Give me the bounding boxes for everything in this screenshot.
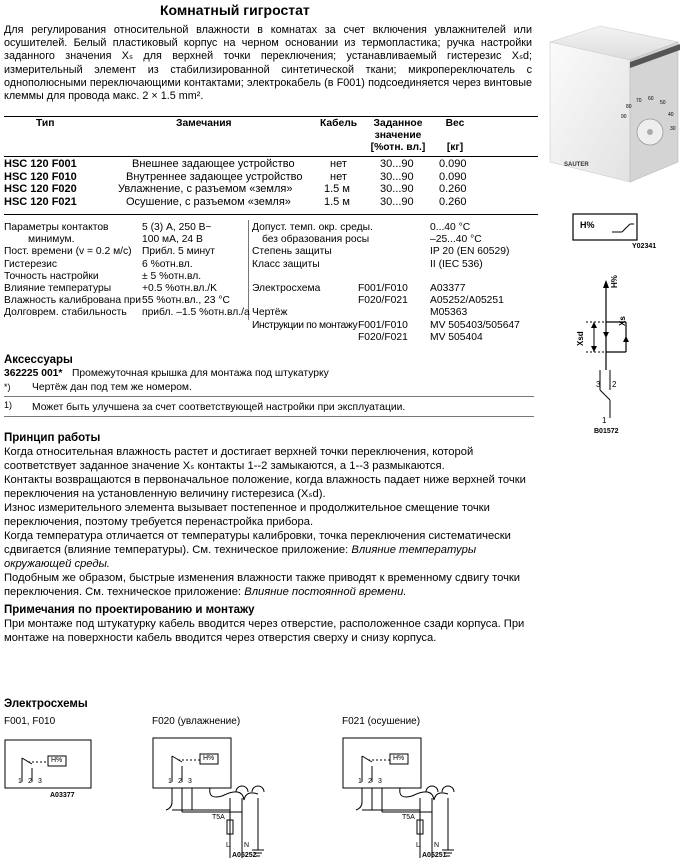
l-label: L [226,842,230,849]
graph-terminal-3: 3 [596,380,601,389]
graph-axis-label: H% [610,275,619,288]
principle-section [4,432,532,599]
principle-p5: Подобным же образом, быстрые изменения влажности также приводят к временному сдвигу точки переключения. См. техническое приложение: Влияние постоянной времени. [4,572,521,598]
hysteresis-graph [572,275,688,440]
schematic-code: A05251 [422,852,447,859]
specs-right-values: 0...40 °C –25...40 °C IP 20 (EN 60529) II (IEC 536) A03377 A05252/A05251 M05363 MV 505403/505647 MV 505404 [430,222,520,343]
n-label: N [244,842,250,849]
dial-label: 80 [626,104,632,110]
terminal-label: 1 [18,778,22,785]
fuse-label: T5A [212,814,225,821]
footnote-text: Может быть улучшена за счет соответствующей настройки при эксплуатации. [32,402,406,413]
schematic-label-3: F021 (осушение) [342,716,421,727]
schematic-f020 [150,730,280,865]
terminal-label: 2 [28,778,32,785]
schematic-label-1: F001, F010 [4,716,56,727]
dial-label: 70 [636,98,642,104]
accessory-note: Чертёж дан под тем же номером. [32,382,192,393]
accessory-desc: Промежуточная крышка для монтажа под штукатурку [72,368,329,379]
schematics-heading: Электросхемы [4,698,88,710]
principle-p1: Когда относительная влажность растет и достигает верхней точки переключения, которой соответствует заданное значение Xₛ контакты 1--2 замыкаются, а 1--3 размыкаются. [4,446,474,472]
graph-xsd-label: Xsd [576,331,585,346]
notes-heading: Примечания по проектированию и монтажу [4,604,255,616]
terminal-label: 1 [168,778,172,785]
switch-symbol [572,212,672,254]
terminal-label: 3 [188,778,192,785]
symbol-label: H% [580,220,595,230]
table-row: HSC 120 F020 Увлажнение, с разъемом «земля» 1.5 м 30...90 0.260 [4,183,467,195]
n-label: N [434,842,440,849]
fuse-label: T5A [402,814,415,821]
hum-label: H% [203,755,215,762]
specs-left-labels: Параметры контактов минимум. Пост. времени (v = 0.2 м/с) Гистерезис Точность настройки Влияние температуры Влажность калибрована при Долговрем. стабильность [4,222,141,319]
specs-right-variants: F001/F010 F020/F021 F001/F010 F020/F021 [358,283,408,343]
terminal-label: 2 [178,778,182,785]
schematic-label-2: F020 (увлажнение) [152,716,241,727]
table-row: HSC 120 F010 Внутреннее задающее устройство нет 30...90 0.090 [4,170,467,183]
dial-label: 30 [670,126,676,132]
product-rows [4,158,534,208]
table-row: HSC 120 F021 Осушение, с разъемом «земля» 1.5 м 30...90 0.260 [4,195,467,208]
dial-label: 40 [668,112,674,118]
accessory-code: 362225 001* [4,368,63,379]
principle-p4: Когда температура отличается от температуры калибровки, точка переключения систематически сдвигается (влияние температуры). См. техническое приложение: Влияние температуры окружающей среды. [4,530,511,570]
hum-label: H% [51,757,63,764]
th-cable: Кабель [320,118,358,129]
product-photo [540,24,685,184]
graph-terminal-1: 1 [602,416,607,425]
notes-section [4,604,532,645]
schematic-code: A05252 [232,852,257,859]
graph-code: B01572 [594,428,619,435]
dial-label: 60 [648,96,654,102]
specs-left-values: 5 (3) А, 250 В~ 100 мА, 24 В Прибл. 5 минут 6 %отн.вл. ± 5 %отн.вл. +0.5 %отн.вл./K 55 %отн.вл., 23 °C прибл. –1.5 %отн.вл./a [142,222,250,319]
terminal-label: 1 [358,778,362,785]
schematic-code: A03377 [50,792,75,799]
schematic-f021 [340,730,470,865]
footnote-mark: 1) [4,400,13,410]
th-weight: Вес [кг] [445,118,465,154]
principle-p3: Износ измерительного элемента вызывает постепенное и продолжительное смещение точки переключения, поэтому требуется перенастройка прибора. [4,502,490,528]
intro-text: Для регулирования относительной влажности в комнатах за счет включения увлажнителей или осушителей. Белый пластиковый корпус на черном основании из термопластика; ручка настройки заданного значения Xₛ для верхней точки переключения; устанавливаемый гистерезис Xₛd; измерительный элемент из стабилизированной синтетической ткани; микропереключатель с однополюсными переключающими контактами; электрокабель (в F001) подсоединяется через винтовые клеммы для провода макс. 2 × 1.5 mm². [4,24,532,103]
th-type: Тип [36,118,55,129]
th-remarks: Замечания [176,118,232,129]
specs-right-labels: Допуст. темп. окр. среды. без образования росы Степень защиты Класс защиты Электросхема Чертёж Инструкции по монтажу [252,222,373,331]
graph-xs-label: Xs [618,316,627,326]
dial-label: 50 [660,100,666,106]
page-title: Комнатный гигростат [160,2,310,18]
notes-text: При монтаже под штукатурку кабель вводится через отверстие, расположенное сзади корпуса. При монтаже на поверхности кабель вводится через отверстия сверху и снизу корпуса. [4,618,525,644]
l-label: L [416,842,420,849]
symbol-code: Y02341 [632,243,657,250]
terminal-label: 3 [378,778,382,785]
accessory-note-mark: *) [4,382,11,392]
dial-label: 90 [621,114,627,120]
schematic-f001 [4,734,94,804]
principle-heading: Принцип работы [4,432,101,444]
terminal-label: 2 [368,778,372,785]
table-row: HSC 120 F001 Внешнее задающее устройство нет 30...90 0.090 [4,158,467,170]
principle-p2: Контакты возвращаются в первоначальное положение, когда влажность падает ниже верхней точки переключения на установленную величину гистерезиса (Xₛd). [4,474,526,500]
graph-terminal-2: 2 [612,380,617,389]
th-setpoint: Заданное значение [%отн. вл.] [370,118,426,154]
brand-logo: SAUTER [564,162,589,168]
accessories-heading: Аксессуары [4,354,73,366]
hum-label: H% [393,755,405,762]
terminal-label: 3 [38,778,42,785]
